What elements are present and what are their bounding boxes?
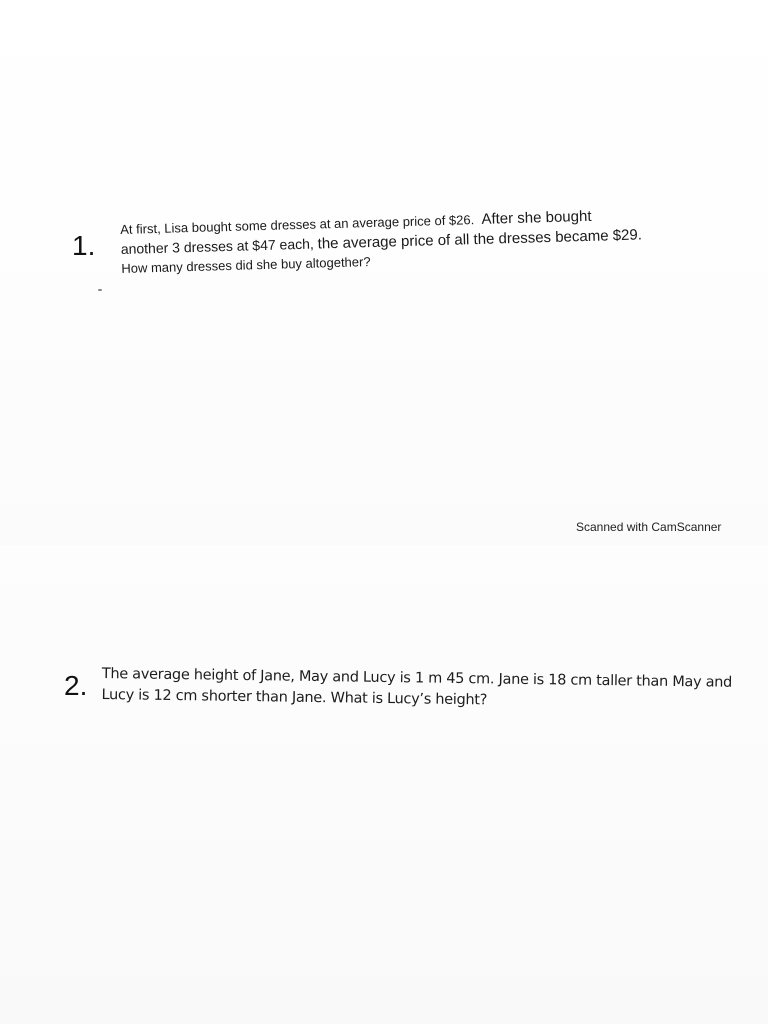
question-2-line-2: Lucy is 12 cm shorter than Jane. What is Lucy’s height?	[101, 686, 488, 709]
question-1-line-1-part-a: At first, Lisa bought some dresses at an average price of $26.	[120, 212, 475, 237]
question-2-line-1: The average height of Jane, May and Lucy is 1 m 45 cm. Jane is 18 cm taller than May and	[101, 665, 733, 691]
camscanner-watermark: Scanned with CamScanner	[576, 520, 722, 534]
question-2-number: 2.	[64, 670, 88, 701]
question-1-line-2-part-a: another 3 dresses at $47 each,	[120, 235, 314, 257]
scanned-page-bottom	[0, 545, 768, 1024]
stray-pen-mark	[98, 289, 102, 291]
question-1-line-3: How many dresses did she buy altogether?	[121, 254, 371, 276]
question-1-line-1-part-b: After she bought	[481, 207, 592, 228]
question-1-number: 1.	[72, 230, 96, 261]
question-1-line-2-part-b: the average price of all the dresses became $29.	[317, 226, 643, 253]
